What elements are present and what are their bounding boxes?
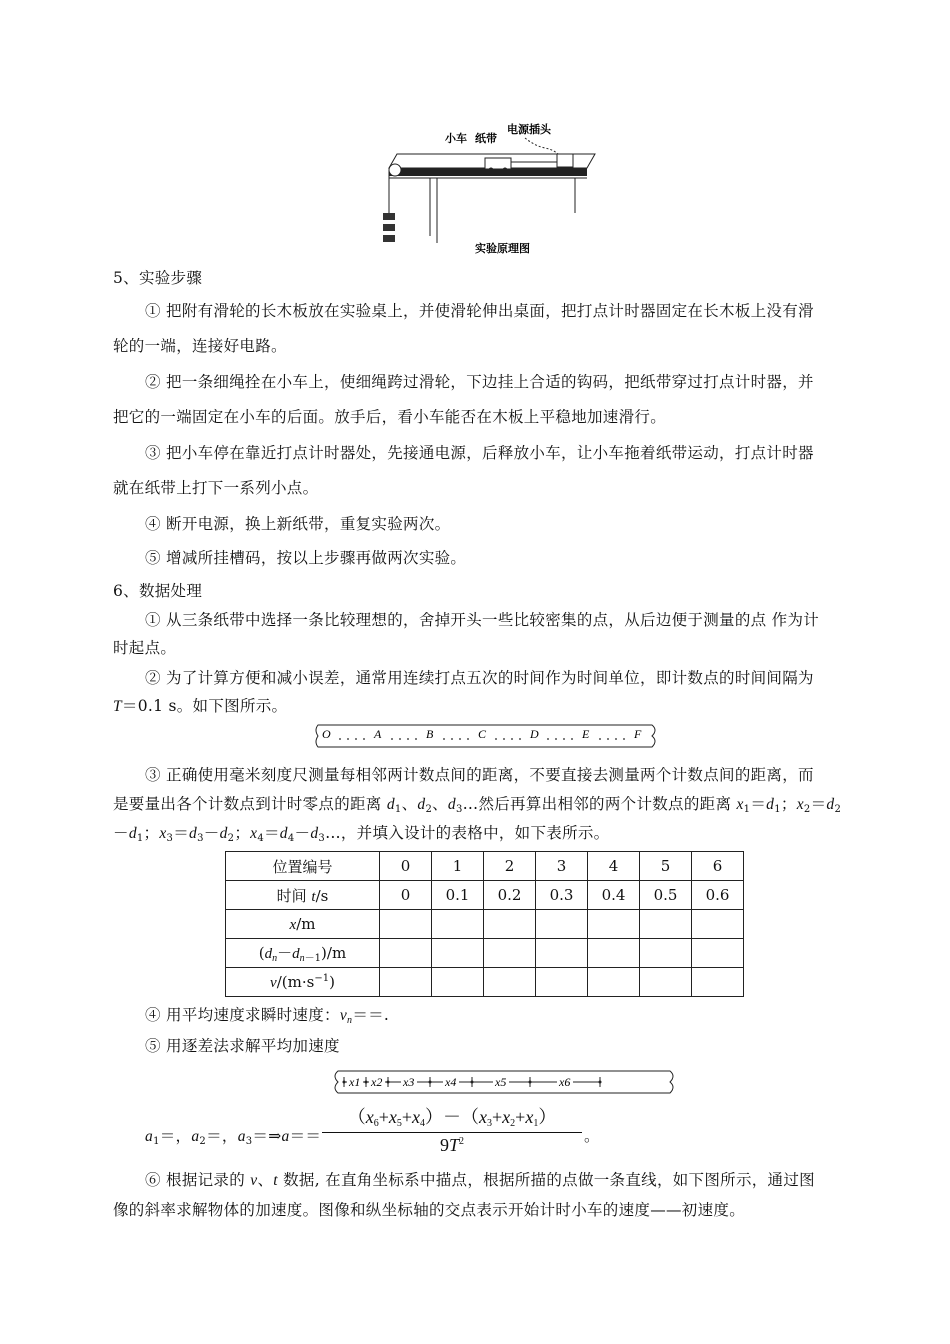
tape-point-label: B <box>426 727 434 741</box>
tape-segment-label: x6 <box>559 1075 571 1089</box>
tape-dot <box>599 738 601 740</box>
tape-dot <box>615 738 617 740</box>
a-line: $a_1=$，$a_2=$，$a_3=\Rightarrow a==$ <box>145 1127 322 1147</box>
table-row-d <box>226 939 744 968</box>
table-cell: 0.1 <box>432 881 484 910</box>
tape-point-label: D <box>530 727 539 741</box>
label-tape: 纸带 <box>475 132 497 145</box>
table-cell: 位置编号 <box>226 852 380 881</box>
data-6-line-1: ⑥ 根据记录的 v、t 数据, 在直角坐标系中描点，根据所描的点做一条直线，如下图所示，通过图 <box>145 1171 815 1189</box>
table-cell: 0 <box>380 852 432 881</box>
tape-dot <box>519 738 521 740</box>
tape-dot <box>391 738 393 740</box>
table-cell: 0.2 <box>484 881 536 910</box>
table-cell: 0 <box>380 881 432 910</box>
section-6-heading: 6、数据处理 <box>113 582 203 600</box>
tape-dot <box>495 738 497 740</box>
tape-dot <box>339 738 341 740</box>
table-cell: $v/(m\cdot s^{-1})$ <box>226 968 380 997</box>
data-4: ④ 用平均速度求瞬时速度：$v_n==$. <box>145 1006 390 1026</box>
tape-dot <box>607 738 609 740</box>
table-cell: $(d_n-d_{n-1})/m$ <box>226 939 380 968</box>
step-1-line-1: ① 把附有滑轮的长木板放在实验桌上，并使滑轮伸出桌面，把打点计时器固定在长木板上没有滑 <box>145 302 814 320</box>
table-cell: 6 <box>692 852 744 881</box>
table-cell: 4 <box>588 852 640 881</box>
tape-strip-2 <box>330 1068 680 1096</box>
tape-dot <box>363 738 365 740</box>
table-row-v <box>226 968 744 997</box>
data-2-line-2: T＝0.1 s。如下图所示。 <box>113 697 288 715</box>
table-cell: 2 <box>484 852 536 881</box>
formula-end: 。 <box>584 1127 600 1145</box>
tape-dot <box>399 738 401 740</box>
step-2-line-1: ② 把一条细绳拴在小车上，使细绳跨过滑轮，下边挂上合适的钩码，把纸带穿过打点计时器，并 <box>145 373 814 391</box>
tape-dot <box>563 738 565 740</box>
tape-point-label: F <box>634 727 642 741</box>
experiment-diagram <box>375 118 605 258</box>
table-cell: x/m <box>226 910 380 939</box>
table-cell: 1 <box>432 852 484 881</box>
step-3-line-2: 就在纸带上打下一系列小点。 <box>113 479 319 497</box>
tape-dot <box>571 738 573 740</box>
data-1-line-2: 时起点。 <box>113 639 177 657</box>
table-cell: 0.6 <box>692 881 744 910</box>
caption: 实验原理图 <box>475 242 530 255</box>
tape-dot <box>511 738 513 740</box>
tape-dot <box>443 738 445 740</box>
data-1-line-1: ① 从三条纸带中选择一条比较理想的，舍掉开头一些比较密集的点，从后边便于测量的点 作为计 <box>145 611 820 629</box>
section-5-heading: 5、实验步骤 <box>113 269 203 287</box>
tape-dot <box>623 738 625 740</box>
tape-point-label: O <box>322 727 331 741</box>
tape-dot <box>459 738 461 740</box>
table-cell: 0.5 <box>640 881 692 910</box>
tape-segment-label: x5 <box>495 1075 507 1089</box>
tape-dot <box>347 738 349 740</box>
tape-dot <box>467 738 469 740</box>
table-row-header <box>226 852 744 881</box>
tape-segment-label: x4 <box>445 1075 457 1089</box>
step-5: ⑤ 增减所挂槽码，按以上步骤再做两次实验。 <box>145 549 467 567</box>
label-car: 小车 <box>445 132 467 145</box>
data-3-line-2: 是要量出各个计数点到计时零点的距离 $d_1$、$d_2$、$d_3\dots$然后再算出相邻的两个计数点的距离 $x_1=d_1$；$x_2=d_2$ <box>113 795 842 815</box>
table-cell: 5 <box>640 852 692 881</box>
table-cell: 时间 t/s <box>226 881 380 910</box>
tape-dot <box>355 738 357 740</box>
table-cell: 0.3 <box>536 881 588 910</box>
tape-point-label: A <box>374 727 382 741</box>
fraction-bar <box>322 1132 582 1133</box>
tape-segment-label: x3 <box>403 1075 415 1089</box>
data-3-line-3: $-d_1$；$x_3=d_3-d_2$；$x_4=d_4-d_3\dots$，并填入设计的表格中，如下表所示。 <box>113 824 610 844</box>
table-row-time <box>226 881 744 910</box>
step-4: ④ 断开电源，换上新纸带，重复实验两次。 <box>145 515 451 533</box>
data-3-line-1: ③ 正确使用毫米刻度尺测量每相邻两计数点间的距离，不要直接去测量两个计数点间的距离，而 <box>145 766 814 784</box>
tape-dot <box>407 738 409 740</box>
label-plug: 电源插头 <box>507 123 551 136</box>
table-cell: 0.4 <box>588 881 640 910</box>
tape-dot <box>415 738 417 740</box>
tape-dot <box>547 738 549 740</box>
data-table <box>225 851 744 997</box>
table-cell: 3 <box>536 852 588 881</box>
data-6-line-2: 像的斜率求解物体的加速度。图像和纵坐标轴的交点表示开始计时小车的速度——初速度。 <box>113 1201 746 1219</box>
step-2-line-2: 把它的一端固定在小车的后面。放手后，看小车能否在木板上平稳地加速滑行。 <box>113 408 667 426</box>
data-2-line-1: ② 为了计算方便和减小误差，通常用连续打点五次的时间作为时间单位，即计数点的时间间隔为 <box>145 669 814 687</box>
step-1-line-2: 轮的一端，连接好电路。 <box>113 337 287 355</box>
formula-numerator: $(x_6+x_5+x_4)-(x_3+x_2+x_1)$ <box>347 1107 557 1129</box>
tape-strip-1 <box>312 722 662 750</box>
data-5: ⑤ 用逐差法求解平均加速度 <box>145 1037 340 1055</box>
tape-dot <box>503 738 505 740</box>
tape-segment-label: x2 <box>371 1075 383 1089</box>
step-3-line-1: ③ 把小车停在靠近打点计时器处，先接通电源，后释放小车，让小车拖着纸带运动，打点计时器 <box>145 444 814 462</box>
tape-dot <box>555 738 557 740</box>
formula-denominator: $9T^2$ <box>439 1135 464 1155</box>
table-row-x <box>226 910 744 939</box>
tape-segment-label: x1 <box>349 1075 361 1089</box>
tape-point-label: C <box>478 727 487 741</box>
tape-point-label: E <box>582 727 590 741</box>
tape-dot <box>451 738 453 740</box>
